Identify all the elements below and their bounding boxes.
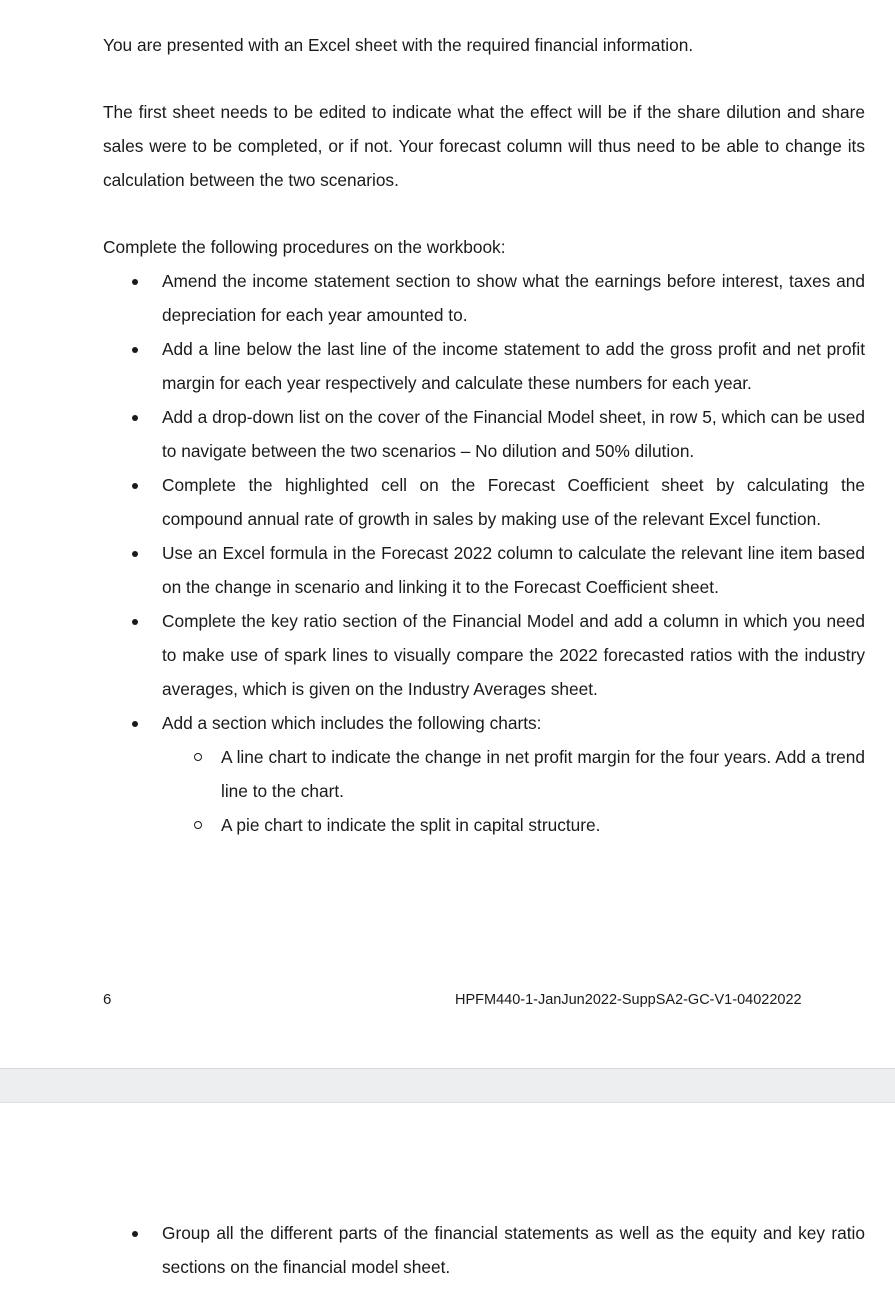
scenario-paragraph: The first sheet needs to be edited to indicate what the effect will be if the share dilution and share sales were to be completed, or if not. Your forecast column will thus need to be able to change its calculation between the two scenarios.	[103, 102, 865, 190]
circle-bullet-icon	[194, 821, 202, 829]
bullet-icon	[132, 721, 138, 727]
bullet-icon	[132, 619, 138, 625]
list-item-text: Amend the income statement section to show what the earnings before interest, taxes and depreciation for each year amounted to.	[162, 271, 865, 325]
page-number: 6	[103, 991, 112, 1008]
list-item	[103, 332, 865, 400]
sub-list-item	[162, 808, 865, 842]
procedures-list-continued	[103, 1216, 865, 1284]
list-item-text: Add a section which includes the following charts:	[162, 713, 542, 733]
list-item	[103, 264, 865, 332]
list-item-text: Add a line below the last line of the income statement to add the gross profit and net profit margin for each year respectively and calculate these numbers for each year.	[162, 339, 865, 393]
bullet-icon	[132, 415, 138, 421]
document-code: HPFM440-1-JanJun2022-SuppSA2-GC-V1-04022022	[455, 992, 802, 1008]
list-item-text: Complete the key ratio section of the Financial Model and add a column in which you need to make use of spark lines to visually compare the 2022 forecasted ratios with the industry averages, which is given on the Industry Averages sheet.	[162, 611, 865, 699]
bullet-icon	[132, 1231, 138, 1237]
list-item	[103, 1216, 865, 1284]
list-item-text: Complete the highlighted cell on the Forecast Coefficient sheet by calculating the compound annual rate of growth in sales by making use of the relevant Excel function.	[162, 475, 865, 529]
list-item	[103, 706, 865, 842]
list-item-text: Add a drop-down list on the cover of the Financial Model sheet, in row 5, which can be used to navigate between the two scenarios – No dilution and 50% dilution.	[162, 407, 865, 461]
list-item	[103, 468, 865, 536]
circle-bullet-icon	[194, 753, 202, 761]
list-item	[103, 536, 865, 604]
bullet-icon	[132, 279, 138, 285]
procedures-list	[103, 264, 865, 842]
bullet-icon	[132, 483, 138, 489]
list-item	[103, 400, 865, 468]
bullet-icon	[132, 347, 138, 353]
page-separator	[0, 1068, 895, 1103]
sub-list-item-text: A line chart to indicate the change in net profit margin for the four years. Add a trend line to the chart.	[221, 747, 865, 801]
charts-sub-list	[162, 740, 865, 842]
intro-paragraph: You are presented with an Excel sheet with the required financial information.	[103, 35, 694, 55]
list-item	[103, 604, 865, 706]
sub-list-item	[162, 740, 865, 808]
procedures-heading: Complete the following procedures on the workbook:	[103, 237, 506, 257]
document-page-7	[0, 1103, 895, 1293]
list-item-text: Group all the different parts of the financial statements as well as the equity and key ratio sections on the financial model sheet.	[162, 1223, 865, 1277]
list-item-text: Use an Excel formula in the Forecast 2022 column to calculate the relevant line item based on the change in scenario and linking it to the Forecast Coefficient sheet.	[162, 543, 865, 597]
bullet-icon	[132, 551, 138, 557]
sub-list-item-text: A pie chart to indicate the split in capital structure.	[221, 815, 601, 835]
